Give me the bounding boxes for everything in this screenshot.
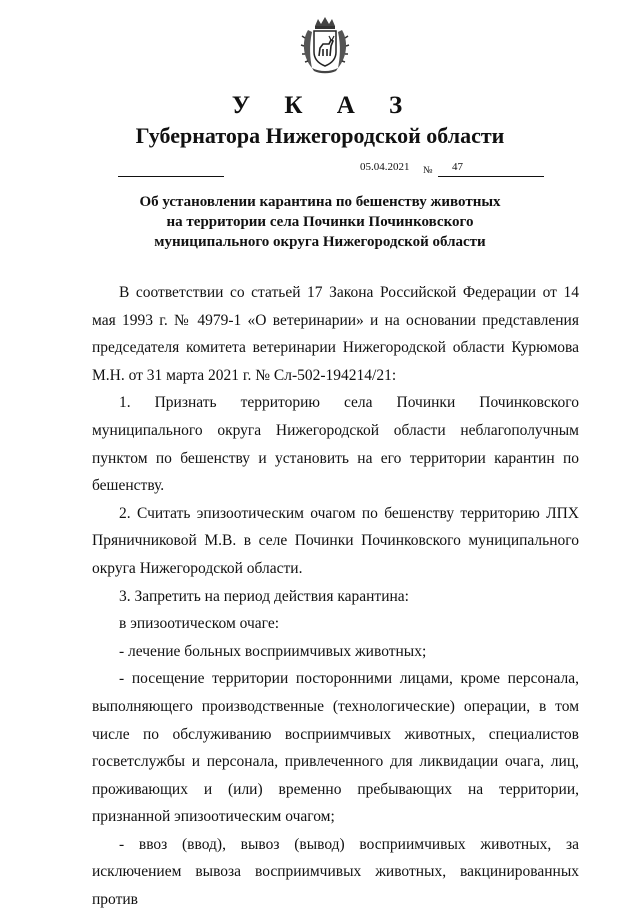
- subject-line: муниципального округа Нижегородской области: [154, 234, 486, 250]
- focus-label-paragraph: в эпизоотическом очаге:: [119, 615, 280, 633]
- date-underline: [118, 176, 224, 177]
- decree-date: 05.04.2021: [360, 161, 410, 173]
- item-2-paragraph: 2. Считать эпизоотическим очагом по бешенству территорию ЛПХ Пряничниковой М.В. в селе Починки Починковского муниципального округа Нижегородской области.: [92, 504, 579, 577]
- subject-line: Об установлении карантина по бешенству животных: [139, 194, 501, 210]
- item-3-paragraph: 3. Запретить на период действия карантина:: [119, 587, 409, 605]
- decree-number: 47: [452, 161, 463, 173]
- issuer-title: Губернатора Нижегородской области: [135, 123, 505, 148]
- preamble-paragraph: В соответствии со статьей 17 Закона Российской Федерации от 14 мая 1993 г. № 4979-1 «О ветеринарии» и на основании представления председателя комитета ветеринарии Нижегородской области Курюмова М.Н. от 31 марта 2021 г. № Сл-502-194214/21:: [92, 284, 579, 384]
- number-sign: №: [423, 165, 433, 176]
- coat-of-arms-icon: [300, 16, 350, 74]
- ban-1-paragraph: - лечение больных восприимчивых животных;: [119, 642, 427, 660]
- decree-subject: [0, 192, 640, 252]
- number-underline: [438, 176, 544, 177]
- ban-3-paragraph: - ввоз (ввод), вывоз (вывод) восприимчивых животных, за исключением вывоза восприимчивых животных, вакцинированных против: [92, 835, 579, 909]
- decree-body: [92, 279, 579, 914]
- ban-2-paragraph: - посещение территории посторонними лицами, кроме персонала, выполняющего производственные (технологические) операции, в том числе по обслуживанию восприимчивых животных, специалистов госветслужбы и персонала, привлеченного для ликвидации очага, лиц, проживающих и (или) временно пребывающих на территории, признанной эпизоотическим очагом;: [92, 670, 579, 826]
- decree-title: У К А З: [231, 92, 417, 119]
- item-1-paragraph: 1. Признать территорию села Починки Починковского муниципального округа Нижегородской области неблагополучным пунктом по бешенству и установить на его территории карантин по бешенству.: [92, 394, 579, 495]
- subject-line: на территории села Починки Починковского: [166, 214, 474, 230]
